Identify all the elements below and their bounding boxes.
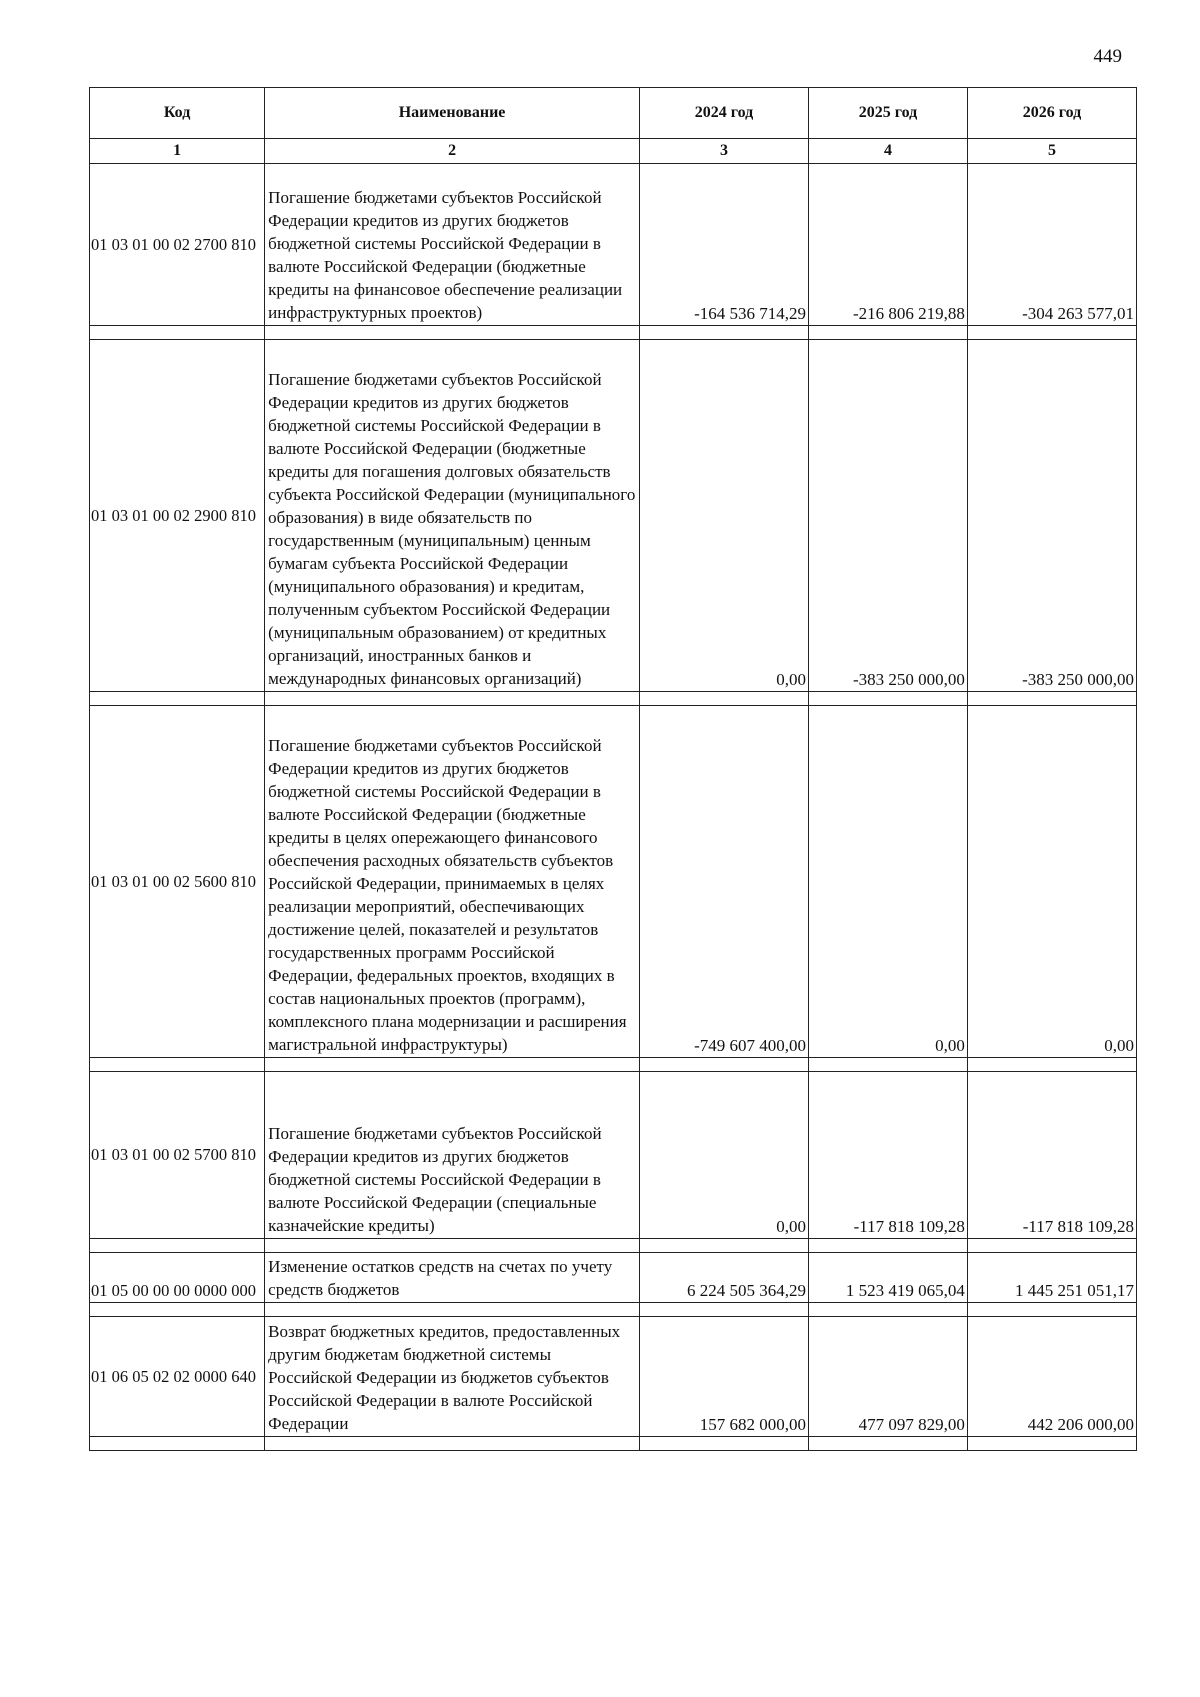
column-number: 2 [265,139,640,164]
row-amount-2026: -117 818 109,28 [967,1072,1136,1239]
column-number: 5 [967,139,1136,164]
row-code: 01 03 01 00 02 2700 810 [90,164,265,326]
table-row [90,1253,1137,1303]
row-amount-2024: -164 536 714,29 [639,164,808,326]
row-name: Возврат бюджетных кредитов, предоставленных другим бюджетам бюджетной системы Российской Федерации из бюджетов субъектов Российской Федерации в валюте Российской Федерации [265,1317,640,1437]
row-amount-2025: -216 806 219,88 [809,164,968,326]
row-amount-2026: -383 250 000,00 [967,340,1136,692]
header-code: Код [90,88,265,139]
table-row [90,706,1137,1058]
row-amount-2024: 0,00 [639,1072,808,1239]
row-spacer [90,1058,1137,1072]
row-amount-2026: 1 445 251 051,17 [967,1253,1136,1303]
row-spacer [90,1437,1137,1451]
budget-table [89,87,1137,1451]
row-amount-2025: 1 523 419 065,04 [809,1253,968,1303]
table-row [90,1072,1137,1239]
row-amount-2025: -383 250 000,00 [809,340,968,692]
row-code: 01 03 01 00 02 5700 810 [90,1072,265,1239]
column-number: 1 [90,139,265,164]
row-amount-2026: 0,00 [967,706,1136,1058]
row-amount-2025: 0,00 [809,706,968,1058]
row-spacer [90,1239,1137,1253]
header-2025: 2025 год [809,88,968,139]
row-amount-2024: -749 607 400,00 [639,706,808,1058]
table-row [90,164,1137,326]
row-name: Погашение бюджетами субъектов Российской Федерации кредитов из других бюджетов бюджетной системы Российской Федерации в валюте Российской Федерации (бюджетные кредиты в целях опережающего финансового обеспечения расходных обязательств субъектов Российской Федерации, принимаемых в целях реализации мероприятий, обеспечивающих достижение целей, показателей и результатов государственных программ Российской Федерации, федеральных проектов, входящих в состав национальных проектов (программ), комплексного плана модернизации и расширения магистральной инфраструктуры) [265,706,640,1058]
table-row [90,1317,1137,1437]
row-amount-2026: -304 263 577,01 [967,164,1136,326]
row-spacer [90,1303,1137,1317]
row-name: Изменение остатков средств на счетах по учету средств бюджетов [265,1253,640,1303]
table-row [90,340,1137,692]
header-name: Наименование [265,88,640,139]
header-2026: 2026 год [967,88,1136,139]
row-name: Погашение бюджетами субъектов Российской Федерации кредитов из других бюджетов бюджетной системы Российской Федерации в валюте Российской Федерации (бюджетные кредиты для погашения долговых обязательств субъекта Российской Федерации (муниципального образования) в виде обязательств по государственным (муниципальным) ценным бумагам субъекта Российской Федерации (муниципального образования) и кредитам, полученным субъектом Российской Федерации (муниципальным образованием) от кредитных организаций, иностранных банков и международных финансовых организаций) [265,340,640,692]
row-code: 01 06 05 02 02 0000 640 [90,1317,265,1437]
row-amount-2025: 477 097 829,00 [809,1317,968,1437]
row-amount-2024: 157 682 000,00 [639,1317,808,1437]
column-number: 4 [809,139,968,164]
column-number: 3 [639,139,808,164]
row-amount-2026: 442 206 000,00 [967,1317,1136,1437]
row-spacer [90,326,1137,340]
column-number-row [90,139,1137,164]
row-code: 01 03 01 00 02 5600 810 [90,706,265,1058]
row-spacer [90,692,1137,706]
row-code: 01 05 00 00 00 0000 000 [90,1253,265,1303]
row-name: Погашение бюджетами субъектов Российской Федерации кредитов из других бюджетов бюджетной системы Российской Федерации в валюте Российской Федерации (специальные казначейские кредиты) [265,1072,640,1239]
row-name: Погашение бюджетами субъектов Российской Федерации кредитов из других бюджетов бюджетной системы Российской Федерации в валюте Российской Федерации (бюджетные кредиты на финансовое обеспечение реализации инфраструктурных проектов) [265,164,640,326]
header-row [90,88,1137,139]
row-code: 01 03 01 00 02 2900 810 [90,340,265,692]
row-amount-2024: 6 224 505 364,29 [639,1253,808,1303]
row-amount-2024: 0,00 [639,340,808,692]
header-2024: 2024 год [639,88,808,139]
row-amount-2025: -117 818 109,28 [809,1072,968,1239]
page-number: 449 [1093,46,1122,67]
